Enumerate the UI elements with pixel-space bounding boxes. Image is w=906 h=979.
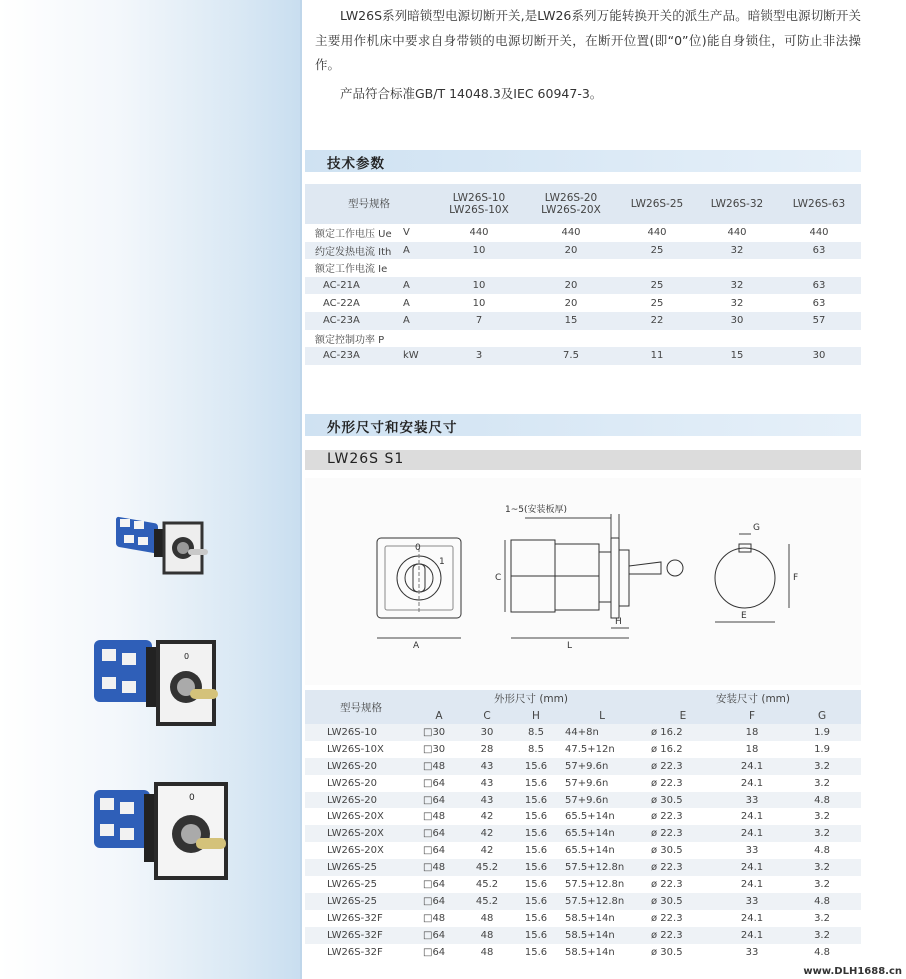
dim-cell: □64 <box>423 845 446 857</box>
dim-cell: 43 <box>461 792 513 809</box>
intro-paragraph-1: LW26S系列暗锁型电源切断开关,是LW26系列万能转换开关的派生产品。暗锁型电源切断开关主要用作机床中要求自身带锁的电源切断开关，在断开位置(即“0”位)能自身锁住，可防止非法操作。 <box>315 8 861 72</box>
dim-row <box>305 876 861 893</box>
spec-cell: 7 <box>433 312 525 330</box>
spec-cell <box>433 330 525 348</box>
content-area <box>305 0 865 979</box>
dim-col-header: F <box>721 707 783 724</box>
small-key-switch-photo <box>108 505 218 590</box>
spec-row-unit <box>403 259 433 277</box>
tech-spec-table <box>305 184 861 365</box>
spec-cell: 20 <box>525 242 617 260</box>
dim-cell: 33 <box>745 946 759 958</box>
dim-cell: 65.5+14n <box>559 825 645 842</box>
dim-cell: □64 <box>423 777 446 789</box>
spec-row <box>305 224 861 242</box>
dim-cell: 57.5+12.8n <box>559 893 645 910</box>
spec-cell: 22 <box>617 312 697 330</box>
dim-cell: 30 <box>461 724 513 741</box>
dim-header-mount: 安装尺寸 (mm) <box>645 690 861 707</box>
dim-row-model: LW26S-32F <box>327 946 383 958</box>
dim-cell: 1.9 <box>814 743 830 755</box>
page-divider <box>300 0 302 979</box>
dimension-drawing <box>305 478 861 685</box>
dim-cell: 8.5 <box>528 743 544 755</box>
spec-cell: 440 <box>727 227 747 239</box>
dim-cell: 4.8 <box>814 946 830 958</box>
spec-cell: 440 <box>647 227 667 239</box>
dim-subtitle-bar <box>305 450 861 470</box>
dim-section-title: 外形尺寸和安装尺寸 <box>327 420 458 436</box>
spec-cell: 32 <box>697 277 777 295</box>
dim-cell: ø 16.2 <box>645 724 721 741</box>
dim-label-one: 1 <box>439 557 445 567</box>
dim-cell: 15.6 <box>513 859 559 876</box>
dim-cell: 15.6 <box>513 758 559 775</box>
dim-cell: 65.5+14n <box>565 845 615 857</box>
spec-row-label: 约定发热电流 Ith <box>305 242 403 260</box>
spec-row-unit: A <box>403 242 433 260</box>
dim-cell: 3.2 <box>814 811 830 823</box>
dim-cell: 24.1 <box>721 927 783 944</box>
dim-cell: 44+8n <box>559 724 645 741</box>
dim-col-header: E <box>645 707 721 724</box>
spec-row <box>305 312 861 330</box>
dim-cell: 43 <box>461 758 513 775</box>
dim-cell: □48 <box>417 859 461 876</box>
spec-cell: 15 <box>697 347 777 365</box>
dim-cell: 24.1 <box>721 758 783 775</box>
spec-cell <box>777 259 861 277</box>
tech-section-title: 技术参数 <box>327 156 385 172</box>
spec-cell: 63 <box>777 277 861 295</box>
dim-cell: 24.1 <box>740 878 764 890</box>
dim-cell: 48 <box>480 946 494 958</box>
dim-cell: 15.6 <box>524 946 548 958</box>
spec-cell: 57 <box>777 312 861 330</box>
dim-row <box>305 927 861 944</box>
spec-cell: 63 <box>777 242 861 260</box>
dim-row-model: LW26S-20X <box>327 845 384 857</box>
dim-cell: ø 22.3 <box>651 777 683 789</box>
spec-cell <box>525 259 617 277</box>
dim-cell: 3.2 <box>783 859 861 876</box>
dim-cell: 33 <box>721 893 783 910</box>
dim-label-H: H <box>615 617 622 627</box>
spec-cell <box>617 330 697 348</box>
dim-row <box>305 724 861 741</box>
dim-cell: 3.2 <box>814 777 830 789</box>
dim-cell: 57.5+12.8n <box>559 859 645 876</box>
dim-cell: 18 <box>745 743 759 755</box>
dim-row <box>305 775 861 792</box>
dim-row <box>305 741 861 758</box>
left-decor-panel <box>0 0 300 979</box>
dim-cell: 4.8 <box>814 845 830 857</box>
spec-row <box>305 259 861 277</box>
dim-row-model: LW26S-20X <box>305 825 417 842</box>
spec-cell <box>697 330 777 348</box>
dim-cell: 24.1 <box>740 777 764 789</box>
spec-cell: 10 <box>472 297 486 309</box>
dim-cell: 57+9.6n <box>559 792 645 809</box>
dim-row-model: LW26S-20X <box>327 811 384 823</box>
dim-cell: 15.6 <box>513 792 559 809</box>
dim-cell: ø 22.3 <box>645 758 721 775</box>
spec-cell <box>525 330 617 348</box>
dim-row <box>305 808 861 825</box>
dim-cell: 43 <box>480 777 494 789</box>
dim-row <box>305 825 861 842</box>
dim-label-zero: 0 <box>415 543 421 553</box>
intro-paragraph-2: 产品符合标准GB/T 14048.3及IEC 60947-3。 <box>340 85 603 101</box>
dim-cell: □64 <box>423 946 446 958</box>
dim-cell: ø 22.3 <box>645 859 721 876</box>
dim-cell: □64 <box>417 893 461 910</box>
dim-label-C: C <box>495 573 502 583</box>
dim-cell: 24.1 <box>740 912 764 924</box>
spec-row-label: AC-23A <box>305 347 403 365</box>
dim-cell: 15.6 <box>513 893 559 910</box>
dim-row-model: LW26S-25 <box>305 893 417 910</box>
dim-cell: □48 <box>423 811 446 823</box>
medium-key-switch-photo <box>88 625 238 740</box>
tech-section-bar <box>305 150 861 172</box>
spec-cell <box>697 259 777 277</box>
spec-cell: 7.5 <box>525 347 617 365</box>
dim-cell: □64 <box>417 927 461 944</box>
dim-cell: 3.2 <box>814 878 830 890</box>
dim-cell: 42 <box>480 845 494 857</box>
dim-row-model: LW26S-10 <box>305 724 417 741</box>
spec-row-unit: V <box>403 227 410 239</box>
dim-col-header: L <box>559 707 645 724</box>
spec-row-label: AC-21A <box>305 277 403 295</box>
spec-cell: 63 <box>812 297 826 309</box>
dim-cell: 4.8 <box>783 792 861 809</box>
dim-cell: 58.5+14n <box>565 946 615 958</box>
spec-row-unit: A <box>403 277 433 295</box>
dim-cell: 4.8 <box>783 893 861 910</box>
spec-row-label: AC-22A <box>323 297 360 309</box>
spec-cell <box>777 330 861 348</box>
dim-cell: 42 <box>461 825 513 842</box>
dim-row <box>305 944 861 961</box>
dim-cell: □48 <box>417 758 461 775</box>
spec-row <box>305 294 861 312</box>
dim-cell: ø 22.3 <box>651 811 683 823</box>
dim-row-model: LW26S-25 <box>327 878 377 890</box>
dim-cell: ø 22.3 <box>651 912 683 924</box>
spec-cell: 440 <box>561 227 581 239</box>
dim-cell: 28 <box>480 743 494 755</box>
dim-col-header: G <box>783 707 861 724</box>
spec-row <box>305 242 861 260</box>
dim-label-F: F <box>793 573 799 583</box>
dim-cell: 57+9.6n <box>565 777 609 789</box>
dim-label-G: G <box>753 523 760 533</box>
dim-row-model: LW26S-25 <box>305 859 417 876</box>
dim-cell: 45.2 <box>461 859 513 876</box>
spec-cell: 440 <box>469 227 489 239</box>
dim-cell: 15.6 <box>513 927 559 944</box>
dim-cell: 58.5+14n <box>565 912 615 924</box>
intro-text <box>315 4 861 106</box>
spec-header-model: 型号规格 <box>305 184 433 224</box>
dim-cell: 47.5+12n <box>565 743 615 755</box>
spec-header-col: LW26S-32 <box>697 184 777 224</box>
dim-col-header: A <box>417 707 461 724</box>
spec-row <box>305 330 861 348</box>
dim-cell: 1.9 <box>783 724 861 741</box>
dim-row <box>305 893 861 910</box>
spec-row-unit: kW <box>403 347 433 365</box>
spec-row-label: 额定工作电压 Ue <box>315 229 392 241</box>
spec-row-unit: A <box>403 297 410 309</box>
dim-cell: 3.2 <box>783 825 861 842</box>
dimension-table <box>305 690 861 960</box>
svg-text:0: 0 <box>184 652 190 661</box>
spec-row <box>305 277 861 295</box>
dim-cell: 33 <box>721 792 783 809</box>
dim-cell: 45.2 <box>475 878 499 890</box>
dim-cell: 24.1 <box>721 859 783 876</box>
spec-cell <box>617 259 697 277</box>
dim-row <box>305 792 861 809</box>
dim-cell: 15.6 <box>524 777 548 789</box>
spec-cell: 10 <box>433 242 525 260</box>
dim-cell: ø 22.3 <box>645 927 721 944</box>
dim-cell: 42 <box>480 811 494 823</box>
dim-row-model: LW26S-20 <box>305 758 417 775</box>
dim-cell: ø 22.3 <box>651 878 683 890</box>
spec-cell: 440 <box>809 227 829 239</box>
spec-header-col: LW26S-10 LW26S-10X <box>433 184 525 224</box>
spec-header-col: LW26S-20 LW26S-20X <box>525 184 617 224</box>
dim-cell: 3.2 <box>783 758 861 775</box>
dim-header-outline: 外形尺寸 (mm) <box>417 690 645 707</box>
dim-row-model: LW26S-32F <box>327 912 383 924</box>
spec-header-col: LW26S-63 <box>777 184 861 224</box>
dim-label-E: E <box>741 611 747 621</box>
dim-row-model: LW26S-10X <box>327 743 384 755</box>
dim-cell: 58.5+14n <box>559 927 645 944</box>
spec-cell: 30 <box>777 347 861 365</box>
spec-row-label: AC-23A <box>305 312 403 330</box>
spec-cell: 15 <box>525 312 617 330</box>
dim-header-model: 型号规格 <box>305 690 417 724</box>
dim-cell: 15.6 <box>524 912 548 924</box>
dim-cell: 15.6 <box>524 845 548 857</box>
dim-cell: ø 16.2 <box>651 743 683 755</box>
dim-cell: 18 <box>721 724 783 741</box>
dim-row <box>305 910 861 927</box>
dim-row <box>305 842 861 859</box>
dim-cell: 3.2 <box>783 927 861 944</box>
watermark: www.DLH1688.cn <box>803 966 902 977</box>
dim-cell: 24.1 <box>740 811 764 823</box>
spec-cell <box>433 259 525 277</box>
dim-col-header: C <box>461 707 513 724</box>
dim-label-A: A <box>413 641 420 651</box>
dim-cell: □64 <box>417 792 461 809</box>
dim-row <box>305 859 861 876</box>
dim-cell: 8.5 <box>513 724 559 741</box>
dim-cell: □48 <box>423 912 446 924</box>
dim-label-L: L <box>567 641 573 651</box>
dim-cell: □64 <box>423 878 446 890</box>
dim-row-model: LW26S-32F <box>305 927 417 944</box>
dim-subtitle: LW26S S1 <box>327 451 405 467</box>
spec-cell: 32 <box>730 297 744 309</box>
spec-cell: 10 <box>433 277 525 295</box>
spec-cell: 32 <box>697 242 777 260</box>
dim-cell: 48 <box>480 912 494 924</box>
dim-cell: □30 <box>417 724 461 741</box>
spec-cell: 11 <box>617 347 697 365</box>
dim-cell: 15.6 <box>524 811 548 823</box>
spec-header-col: LW26S-25 <box>617 184 697 224</box>
spec-row <box>305 347 861 365</box>
dim-row-model: LW26S-20 <box>327 777 377 789</box>
dim-cell: 33 <box>745 845 759 857</box>
spec-cell: 20 <box>564 297 578 309</box>
dimension-drawing-area <box>305 478 861 685</box>
dim-cell: 57+9.6n <box>559 758 645 775</box>
spec-cell: 25 <box>650 297 664 309</box>
spec-row-label: 额定控制功率 P <box>315 334 385 346</box>
dim-section-bar <box>305 414 861 436</box>
dim-cell: ø 22.3 <box>645 825 721 842</box>
spec-row-unit <box>403 330 433 348</box>
spec-cell: 3 <box>433 347 525 365</box>
dim-row <box>305 758 861 775</box>
dim-cell: 57.5+12.8n <box>565 878 625 890</box>
dim-cell: ø 30.5 <box>651 845 683 857</box>
large-key-switch-photo <box>88 770 238 895</box>
dim-col-header: H <box>513 707 559 724</box>
dim-cell: 15.6 <box>524 878 548 890</box>
spec-cell: 30 <box>697 312 777 330</box>
dim-cell: ø 30.5 <box>651 946 683 958</box>
spec-cell: 25 <box>617 242 697 260</box>
spec-cell: 20 <box>525 277 617 295</box>
dim-cell: 15.6 <box>513 825 559 842</box>
dim-cell: ø 30.5 <box>645 893 721 910</box>
spec-cell: 25 <box>617 277 697 295</box>
dim-cell: 65.5+14n <box>565 811 615 823</box>
svg-text:0: 0 <box>189 793 195 803</box>
dim-row-model: LW26S-20 <box>305 792 417 809</box>
dim-cell: 48 <box>461 927 513 944</box>
dim-label-panel: 1~5(安装板厚) <box>505 505 568 515</box>
dim-cell: 24.1 <box>721 825 783 842</box>
spec-row-unit: A <box>403 312 433 330</box>
dim-cell: □30 <box>423 743 446 755</box>
dim-cell: 45.2 <box>461 893 513 910</box>
dim-cell: ø 30.5 <box>645 792 721 809</box>
spec-row-label: 额定工作电流 Ie <box>315 264 388 276</box>
dim-cell: 3.2 <box>814 912 830 924</box>
dim-cell: □64 <box>417 825 461 842</box>
